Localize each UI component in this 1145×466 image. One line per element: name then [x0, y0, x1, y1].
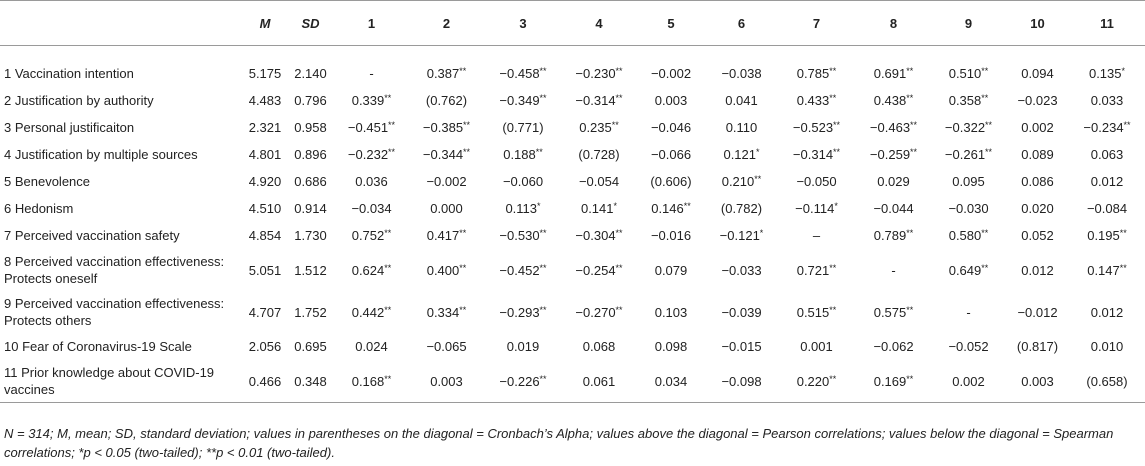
mean-cell: 4.483	[248, 93, 282, 108]
correlation-cell: 0.001	[800, 339, 833, 354]
correlation-cell: −0.254**	[575, 262, 623, 278]
mean-cell: 4.801	[248, 147, 282, 162]
column-header: 3	[484, 1, 562, 46]
significance-marker: *	[537, 201, 541, 211]
correlation-cell: −0.044	[873, 201, 914, 216]
sd-cell: 2.140	[294, 66, 327, 81]
column-header: 2	[409, 1, 484, 46]
significance-marker: **	[910, 147, 918, 157]
correlation-cell: 0.063	[1090, 147, 1124, 162]
table-row	[0, 333, 1145, 360]
correlation-cell: 0.003	[1006, 360, 1069, 403]
correlation-cell: −0.030	[948, 201, 989, 216]
correlation-cell: −0.293**	[499, 304, 547, 320]
correlation-cell: 0.103	[654, 304, 688, 320]
significance-marker: **	[539, 93, 547, 103]
correlation-cell: 0.012	[1090, 304, 1124, 320]
variable-label: 5 Benevolence	[4, 174, 91, 189]
significance-marker: **	[463, 120, 471, 130]
correlation-cell: −0.349**	[499, 93, 547, 108]
correlation-cell: (0.728)	[578, 147, 620, 162]
correlation-cell: 0.789**	[873, 228, 914, 243]
correlation-cell: −0.033	[721, 262, 762, 278]
correlation-cell: 0.339**	[351, 93, 392, 108]
correlation-cell: 0.510**	[948, 66, 989, 81]
significance-marker: **	[1123, 120, 1131, 130]
significance-marker: *	[759, 228, 764, 238]
correlation-cell: 0.052	[1021, 228, 1054, 243]
column-header: 5	[636, 1, 706, 46]
correlation-cell: −0.230**	[575, 66, 623, 81]
correlation-cell: 0.580**	[948, 228, 989, 243]
significance-marker: **	[459, 66, 467, 76]
correlation-cell: −0.012	[1017, 304, 1058, 320]
significance-marker: **	[981, 66, 989, 76]
correlation-cell: (0.817)	[1016, 339, 1059, 354]
correlation-cell: 0.624**	[351, 262, 392, 278]
table-header	[0, 1, 1145, 46]
correlation-cell: 0.110	[725, 120, 758, 135]
correlation-cell: 0.691**	[873, 66, 914, 81]
correlation-cell: −0.523**	[792, 120, 841, 135]
correlation-cell: 0.438**	[873, 93, 914, 108]
table-row	[0, 195, 1145, 222]
variable-label: 8 Perceived vaccination effectiveness: Protects oneself	[4, 254, 225, 286]
correlation-cell: 0.146**	[651, 201, 691, 216]
variable-label: 2 Justification by authority	[4, 93, 154, 108]
correlation-cell: 0.002	[1021, 120, 1054, 135]
significance-marker: **	[539, 228, 547, 238]
variable-label: 10 Fear of Coronavirus-19 Scale	[4, 339, 192, 354]
correlation-cell: 0.113*	[505, 201, 541, 216]
correlation-cell: −0.023	[1017, 93, 1058, 108]
column-header: M	[243, 1, 287, 46]
significance-marker: **	[459, 228, 467, 238]
sd-cell: 1.752	[294, 304, 327, 320]
variable-label: 4 Justification by multiple sources	[4, 147, 198, 162]
table-row	[0, 291, 1145, 333]
significance-marker: **	[906, 304, 914, 315]
correlation-cell: 0.387**	[426, 66, 467, 81]
significance-marker: *	[834, 201, 838, 211]
correlation-cell: 0.036	[355, 174, 388, 189]
correlation-cell: 0.034	[636, 360, 706, 403]
correlation-cell: 0.752**	[351, 228, 392, 243]
correlation-cell: (0.606)	[650, 174, 692, 189]
correlation-cell: -	[891, 262, 896, 278]
significance-marker: **	[829, 66, 837, 76]
correlation-cell: −0.121*	[719, 228, 764, 243]
significance-marker: **	[910, 120, 918, 130]
correlation-cell: −0.062	[873, 339, 914, 354]
correlation-cell: 0.012	[1090, 174, 1124, 189]
correlation-cell: −0.002	[650, 66, 692, 81]
significance-marker: **	[384, 304, 392, 315]
correlation-cell: −0.038	[721, 66, 762, 81]
significance-marker: **	[615, 228, 623, 238]
table-body	[0, 46, 1145, 403]
correlation-cell: 0.003	[654, 93, 688, 108]
correlation-cell: 0.141*	[580, 201, 618, 216]
table-row	[0, 46, 1145, 88]
mean-cell: 2.321	[248, 120, 282, 135]
correlation-cell: 0.024	[355, 339, 388, 354]
correlation-cell: −0.259**	[869, 147, 918, 162]
correlation-cell: −0.002	[426, 174, 467, 189]
correlation-cell: 0.121*	[723, 147, 760, 162]
correlation-cell: 0.095	[952, 174, 985, 189]
correlation-cell: (0.658)	[1069, 360, 1145, 403]
variable-label: 9 Perceived vaccination effectiveness: Protects others	[4, 296, 225, 328]
significance-marker: **	[985, 147, 993, 157]
correlation-cell: −0.451**	[347, 120, 396, 135]
table-footnote: N = 314; M, mean; SD, standard deviation; values in parentheses on the diagonal = Cronbach’s Alpha; values above the diagonal = Pearson correlations; values below the diagonal = Spearman correlations; *p < 0.05 (two-tailed); **p < 0.01 (two-tailed).	[4, 426, 1114, 460]
correlation-cell: −0.084	[1086, 201, 1128, 216]
significance-marker: **	[615, 66, 623, 76]
correlation-cell: 0.029	[877, 174, 910, 189]
significance-marker: **	[388, 147, 396, 157]
significance-marker: **	[754, 174, 762, 184]
significance-marker: **	[463, 147, 471, 157]
correlation-cell: −0.052	[948, 339, 989, 354]
significance-marker: **	[615, 93, 623, 103]
correlation-cell: −0.270**	[575, 304, 623, 320]
sd-cell: 0.686	[294, 174, 327, 189]
correlation-cell: 0.019	[506, 339, 540, 354]
correlation-cell: 0.721**	[796, 262, 837, 278]
correlation-cell: -	[966, 304, 971, 320]
correlation-cell: −0.060	[502, 174, 544, 189]
mean-cell: 5.175	[248, 66, 282, 81]
correlation-cell: 0.079	[654, 262, 688, 278]
variable-label: 3 Personal justificaiton	[4, 120, 135, 135]
significance-marker: **	[459, 262, 467, 273]
sd-cell: 0.796	[294, 93, 327, 108]
sd-cell: 0.914	[294, 201, 327, 216]
sd-cell: 1.512	[294, 262, 327, 278]
correlation-cell: 0.220**	[777, 360, 856, 403]
correlation-cell: −0.458**	[499, 66, 547, 81]
significance-marker: **	[539, 66, 547, 76]
correlation-cell: 0.068	[582, 339, 616, 354]
table-row	[0, 360, 1145, 403]
correlation-cell: 0.358**	[948, 93, 989, 108]
significance-marker: **	[829, 93, 837, 103]
significance-marker: **	[615, 262, 623, 273]
correlation-cell: 0.098	[654, 339, 688, 354]
correlation-cell: 0.168**	[334, 360, 409, 403]
correlation-cell: 0.210**	[721, 174, 762, 189]
column-header: SD	[287, 1, 334, 46]
significance-marker: **	[906, 373, 914, 384]
significance-marker: **	[539, 304, 547, 315]
significance-marker: **	[384, 262, 392, 273]
significance-marker: *	[613, 201, 618, 211]
column-header: 9	[931, 1, 1006, 46]
table-row	[0, 114, 1145, 141]
correlation-cell: 0.061	[562, 360, 636, 403]
variable-label: 7 Perceived vaccination safety	[4, 228, 180, 243]
significance-marker: **	[906, 228, 914, 238]
mean-cell: 4.707	[248, 304, 282, 320]
correlation-cell: 0.515**	[796, 304, 837, 320]
significance-marker: **	[981, 93, 989, 103]
correlation-cell: −0.039	[721, 304, 762, 320]
correlation-cell: 0.147**	[1087, 262, 1127, 278]
correlation-cell: −0.314**	[792, 147, 841, 162]
column-header: 11	[1069, 1, 1145, 46]
significance-marker: **	[906, 66, 914, 76]
significance-marker: **	[981, 262, 989, 273]
significance-marker: **	[1119, 262, 1127, 273]
correlation-cell: 0.433**	[796, 93, 837, 108]
significance-marker: *	[1121, 66, 1126, 76]
sd-cell: 0.348	[287, 360, 334, 403]
column-header: 6	[706, 1, 777, 46]
variable-label: 1 Vaccination intention	[4, 66, 134, 81]
correlation-cell: -	[369, 66, 374, 81]
correlation-cell: −0.114*	[795, 201, 838, 216]
correlation-cell: −0.261**	[944, 147, 993, 162]
correlation-cell: 0.003	[409, 360, 484, 403]
correlation-cell: 0.094	[1021, 66, 1054, 81]
correlation-cell: 0.033	[1090, 93, 1124, 108]
correlation-cell: 0.785**	[796, 66, 837, 81]
significance-marker: **	[1119, 228, 1127, 238]
correlation-cell: 0.575**	[873, 304, 914, 320]
significance-marker: **	[981, 228, 989, 238]
variable-label: 11 Prior knowledge about COVID-19 vaccines	[0, 360, 243, 403]
significance-marker: **	[384, 228, 392, 238]
correlation-cell: −0.034	[351, 201, 392, 216]
correlation-cell: 0.649**	[948, 262, 989, 278]
correlation-cell: −0.054	[578, 174, 620, 189]
sd-cell: 0.958	[294, 120, 327, 135]
column-header: 10	[1006, 1, 1069, 46]
column-header	[0, 1, 243, 46]
correlation-cell: 0.417**	[426, 228, 467, 243]
correlation-cell: −0.066	[650, 147, 692, 162]
mean-cell: 0.466	[243, 360, 287, 403]
mean-cell: 4.854	[248, 228, 282, 243]
correlation-cell: −0.065	[426, 339, 467, 354]
column-header: 4	[562, 1, 636, 46]
significance-marker: **	[384, 93, 392, 103]
correlation-cell: (0.771)	[502, 120, 544, 135]
significance-marker: **	[615, 304, 623, 315]
correlation-cell: 0.089	[1021, 147, 1054, 162]
correlation-cell: −0.322**	[944, 120, 993, 135]
significance-marker: **	[459, 304, 467, 315]
sd-cell: 0.896	[294, 147, 327, 162]
correlation-cell: −0.452**	[499, 262, 547, 278]
correlation-cell: 0.334**	[426, 304, 467, 320]
correlation-cell: −0.232**	[347, 147, 396, 162]
mean-cell: 4.920	[248, 174, 282, 189]
correlation-cell: 0.195**	[1087, 228, 1127, 243]
significance-marker: *	[756, 147, 760, 157]
sd-cell: 1.730	[294, 228, 327, 243]
table-row	[0, 222, 1145, 249]
correlation-cell: 0.020	[1021, 201, 1054, 216]
correlation-cell: −0.046	[650, 120, 692, 135]
significance-marker: **	[539, 373, 547, 384]
correlation-cell: −0.344**	[422, 147, 471, 162]
correlation-cell: 0.169**	[856, 360, 931, 403]
correlation-cell: 0.010	[1090, 339, 1124, 354]
significance-marker: **	[683, 201, 691, 211]
table-row	[0, 141, 1145, 168]
mean-cell: 4.510	[248, 201, 282, 216]
table-row	[0, 87, 1145, 114]
correlation-cell: 0.235**	[579, 120, 619, 135]
correlation-cell: −0.098	[706, 360, 777, 403]
variable-label: 6 Hedonism	[4, 201, 74, 216]
correlation-cell: –	[812, 228, 821, 243]
table-row	[0, 249, 1145, 291]
significance-marker: **	[388, 120, 396, 130]
correlation-cell: −0.304**	[575, 228, 623, 243]
significance-marker: **	[535, 147, 543, 157]
significance-marker: **	[833, 120, 841, 130]
column-header: 8	[856, 1, 931, 46]
significance-marker: **	[829, 373, 837, 384]
correlation-cell: 0.086	[1021, 174, 1054, 189]
correlation-cell: −0.530**	[499, 228, 547, 243]
correlation-cell: 0.400**	[426, 262, 467, 278]
correlation-cell: −0.314**	[575, 93, 623, 108]
correlation-cell: −0.385**	[422, 120, 471, 135]
mean-cell: 5.051	[248, 262, 282, 278]
correlation-cell: (0.782)	[720, 201, 763, 216]
significance-marker: **	[906, 93, 914, 103]
correlation-cell: 0.041	[725, 93, 758, 108]
column-header: 7	[777, 1, 856, 46]
correlation-cell: 0.442**	[351, 304, 392, 320]
correlation-cell: 0.188**	[503, 147, 543, 162]
significance-marker: **	[539, 262, 547, 273]
correlation-cell: 0.135*	[1088, 66, 1126, 81]
correlation-cell: 0.000	[430, 201, 463, 216]
significance-marker: **	[829, 304, 837, 315]
significance-marker: **	[985, 120, 993, 130]
correlation-cell: 0.012	[1021, 262, 1054, 278]
sd-cell: 0.695	[294, 339, 327, 354]
significance-marker: **	[829, 262, 837, 273]
correlation-cell: −0.234**	[1083, 120, 1131, 135]
significance-marker: **	[611, 120, 619, 130]
correlation-cell: −0.015	[721, 339, 762, 354]
table-row	[0, 168, 1145, 195]
correlation-cell: (0.762)	[425, 93, 468, 108]
mean-cell: 2.056	[248, 339, 282, 354]
correlation-cell: −0.463**	[869, 120, 918, 135]
correlation-cell: 0.002	[931, 360, 1006, 403]
correlation-cell: −0.050	[796, 174, 837, 189]
column-header: 1	[334, 1, 409, 46]
significance-marker: **	[384, 373, 392, 384]
significance-marker: **	[833, 147, 841, 157]
correlation-cell: −0.226**	[484, 360, 562, 403]
correlation-cell: −0.016	[650, 228, 692, 243]
